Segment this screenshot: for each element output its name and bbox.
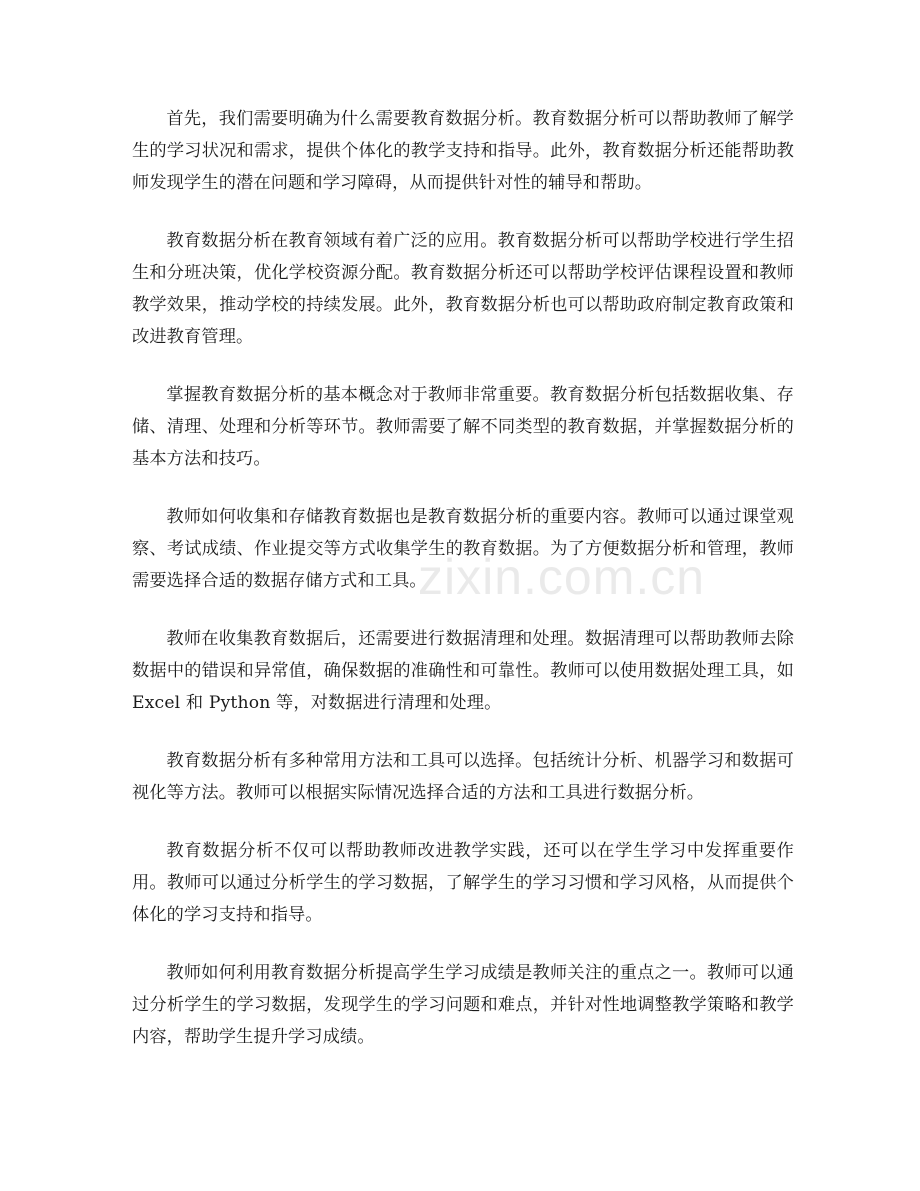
watermark: zixin.com.cn [418,549,706,605]
paragraph-3: 掌握教育数据分析的基本概念对于教师非常重要。教育数据分析包括数据收集、存储、清理、处理和分析等环节。教师需要了解不同类型的教育数据，并掌握数据分析的基本方法和技巧。 [132,385,794,469]
paragraph-4: 教师如何收集和存储教育数据也是教育数据分析的重要内容。教师可以通过课堂观察、考试成绩、作业提交等方式收集学生的教育数据。为了方便数据分析和管理，教师需要选择合适的数据存储方式和工具。 [132,507,794,591]
paragraph-2: 教育数据分析在教育领域有着广泛的应用。教育数据分析可以帮助学校进行学生招生和分班决策，优化学校资源分配。教育数据分析还可以帮助学校评估课程设置和教师教学效果，推动学校的持续发展。此外，教育数据分析也可以帮助政府制定教育政策和改进教育管理。 [132,231,794,347]
paragraph-8: 教师如何利用教育数据分析提高学生学习成绩是教师关注的重点之一。教师可以通过分析学生的学习数据，发现学生的学习问题和难点，并针对性地调整教学策略和教学内容，帮助学生提升学习成绩。 [132,963,794,1047]
paragraph-6: 教育数据分析有多种常用方法和工具可以选择。包括统计分析、机器学习和数据可视化等方法。教师可以根据实际情况选择合适的方法和工具进行数据分析。 [132,751,794,803]
paragraph-7: 教育数据分析不仅可以帮助教师改进教学实践，还可以在学生学习中发挥重要作用。教师可以通过分析学生的学习数据，了解学生的学习习惯和学习风格，从而提供个体化的学习支持和指导。 [132,841,794,925]
document-body [132,103,794,1079]
paragraph-1: 首先，我们需要明确为什么需要教育数据分析。教育数据分析可以帮助教师了解学生的学习状况和需求，提供个体化的教学支持和指导。此外，教育数据分析还能帮助教师发现学生的潜在问题和学习障碍，从而提供针对性的辅导和帮助。 [132,109,794,193]
paragraph-5: 教师在收集教育数据后，还需要进行数据清理和处理。数据清理可以帮助教师去除数据中的错误和异常值，确保数据的准确性和可靠性。教师可以使用数据处理工具，如 Excel 和 Python 等，对数据进行清理和处理。 [132,629,794,713]
